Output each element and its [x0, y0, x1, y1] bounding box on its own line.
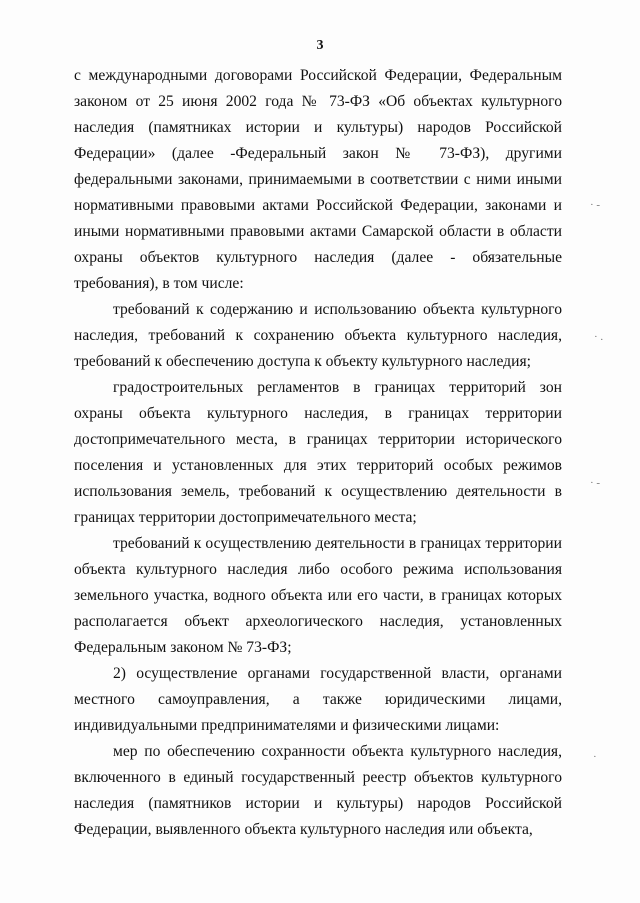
paragraph-preservation-measures: мер по обеспечению сохранности объекта культурного наследия, включенного в единый государственный реестр объектов культурного наследия (памятников истории и культуры) народов Российской Федерации, выявленного объекта культурного наследия или объекта,: [74, 743, 562, 838]
paragraph-urban-regulations: градостроительных регламентов в границах территорий зон охраны объекта культурного наследия, в границах территории достопримечательного места, в границах территории исторического поселения и установленных для этих территорий особых режимов использования земель, требований к осуществлению деятельности в границах территории достопримечательного места;: [74, 379, 562, 526]
paragraph-item-2: 2) осуществление органами государственной власти, органами местного самоуправления, а также юридическими лицами, индивидуальными предпринимателями и физическими лицами:: [74, 665, 562, 734]
paragraph-activity-requirements: требований к осуществлению деятельности в границах территории объекта культурного наследия либо особого режима использования земельного участка, водного объекта или его части, в границах которых располагается объект археологического наследия, установленных Федеральным законом № 73-ФЗ;: [74, 535, 562, 656]
scan-speck: ·: [593, 751, 597, 763]
paragraph-continuation: с международными договорами Российской Федерации, Федеральным законом от 25 июня 2002 года № 73-ФЗ «Об объектах культурного наследия (памятниках истории и культуры) народов Российской Федерации» (далее -Федеральный закон № 73-ФЗ), другими федеральными законами, принимаемыми в соответствии с ними иными нормативными правовыми актами Российской Федерации, законами и иными нормативными правовыми актами Самарской области в области охраны объектов культурного наследия (далее - обязательные требования), в том числе:: [74, 67, 562, 292]
scan-speck: · -: [590, 199, 601, 211]
paragraph-content-requirements: требований к содержанию и использованию объекта культурного наследия, требований к сохранению объекта культурного наследия, требований к обеспечению доступа к объекту культурного наследия;: [74, 301, 562, 370]
document-body: [74, 63, 562, 843]
scan-speck: · -: [590, 477, 601, 489]
page-number: 3: [316, 38, 324, 53]
scan-speck: · .: [594, 331, 604, 343]
